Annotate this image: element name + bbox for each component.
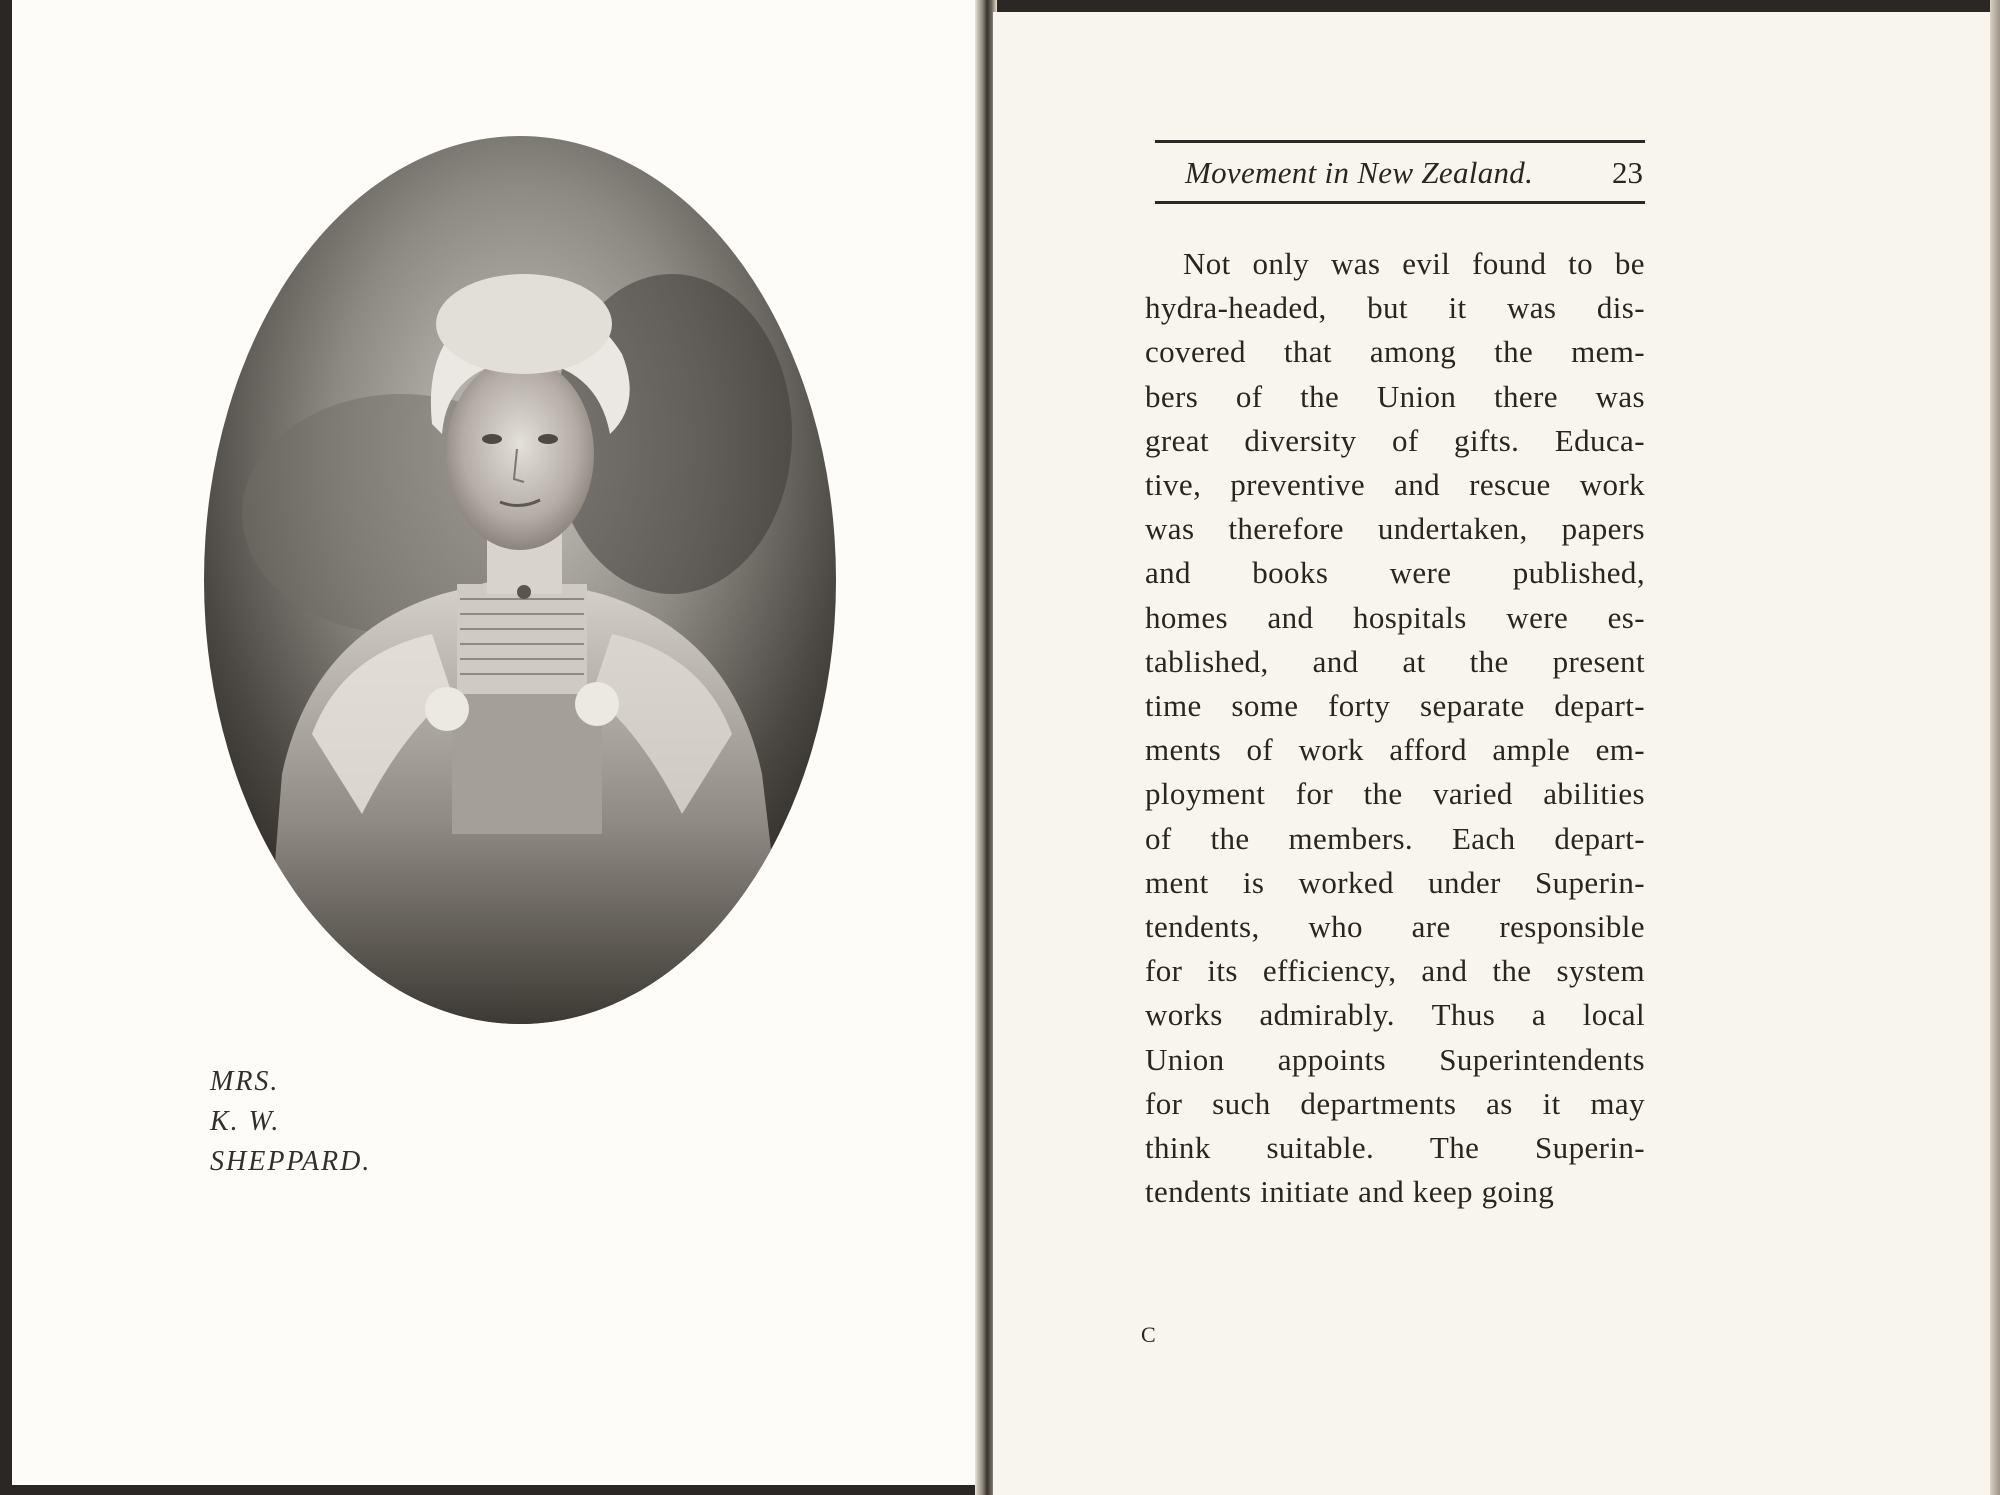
- text-word: were: [1506, 599, 1569, 635]
- text-word: ment: [1145, 864, 1209, 900]
- text-line: [1145, 684, 1645, 728]
- text-word: dis-: [1596, 290, 1645, 326]
- text-line: [1145, 463, 1645, 507]
- right-page: [993, 12, 2000, 1495]
- text-word: going: [1481, 1174, 1555, 1210]
- text-word: books: [1252, 555, 1329, 591]
- text-word: Superin-: [1534, 864, 1645, 900]
- text-word: to: [1568, 246, 1594, 281]
- portrait-photo: [202, 134, 838, 1026]
- text-word: for: [1145, 1085, 1183, 1121]
- text-word: depart-: [1554, 820, 1645, 856]
- text-word: who: [1308, 909, 1363, 945]
- text-word: are: [1411, 909, 1451, 945]
- text-word: works: [1145, 997, 1223, 1033]
- text-word: present: [1552, 643, 1645, 679]
- text-word: Educa-: [1554, 422, 1645, 458]
- text-word: The: [1429, 1130, 1480, 1166]
- text-word: was: [1330, 246, 1381, 281]
- text-line: [1145, 817, 1645, 861]
- text-word: Superin-: [1535, 1130, 1645, 1166]
- text-word: published,: [1512, 555, 1645, 591]
- text-line: [1145, 640, 1645, 684]
- text-word: and: [1312, 643, 1359, 679]
- text-word: may: [1590, 1085, 1645, 1121]
- text-word: it: [1448, 290, 1467, 326]
- text-word: time: [1145, 688, 1202, 724]
- text-line: [1145, 551, 1645, 595]
- text-line: [1145, 728, 1645, 772]
- text-word: the: [1492, 953, 1532, 989]
- text-word: and: [1267, 599, 1314, 635]
- signature-mark: C: [1141, 1322, 1157, 1347]
- text-word: tendents,: [1145, 909, 1260, 945]
- page-edge: [1990, 0, 2000, 1495]
- text-word: was: [1595, 378, 1645, 414]
- text-word: and: [1421, 953, 1468, 989]
- text-line: [1145, 1126, 1645, 1170]
- text-word: there: [1493, 378, 1558, 414]
- text-word: that: [1283, 334, 1332, 370]
- text-word: found: [1472, 246, 1547, 281]
- text-word: efficiency,: [1262, 953, 1397, 989]
- text-line: [1145, 596, 1645, 640]
- text-line: [1145, 242, 1645, 286]
- caption-line-3: SHEPPARD.: [210, 1146, 372, 1177]
- text-word: tendents: [1145, 1174, 1252, 1210]
- text-word: ample: [1492, 732, 1571, 768]
- text-word: therefore: [1228, 511, 1344, 547]
- text-word: rescue: [1469, 467, 1551, 503]
- text-word: was: [1506, 290, 1557, 326]
- text-word: depart-: [1554, 688, 1645, 724]
- text-word: departments: [1300, 1085, 1457, 1121]
- text-word: hydra-headed,: [1145, 290, 1327, 326]
- caption-line-1: MRS.: [210, 1066, 280, 1097]
- text-word: ments: [1145, 732, 1222, 768]
- text-line: [1145, 1082, 1645, 1126]
- text-word: was: [1145, 511, 1195, 547]
- text-line: [1145, 1038, 1645, 1082]
- text-word: great: [1145, 422, 1209, 458]
- text-word: work: [1298, 732, 1364, 768]
- text-word: under: [1428, 864, 1501, 900]
- text-word: tablished,: [1145, 643, 1269, 679]
- text-word: separate: [1419, 688, 1525, 724]
- text-word: covered: [1145, 334, 1246, 370]
- text-word: Not: [1183, 246, 1231, 281]
- running-head: [1155, 140, 1645, 204]
- text-word: but: [1367, 290, 1408, 326]
- text-word: were: [1389, 555, 1452, 591]
- text-word: homes: [1145, 599, 1228, 635]
- text-word: bers: [1145, 378, 1199, 414]
- text-word: the: [1210, 820, 1250, 856]
- text-word: work: [1579, 467, 1645, 503]
- text-word: for: [1145, 953, 1183, 989]
- text-word: of: [1391, 422, 1419, 458]
- text-word: think: [1145, 1130, 1211, 1166]
- text-word: its: [1207, 953, 1238, 989]
- text-line: [1145, 1170, 1645, 1214]
- text-line: [1145, 419, 1645, 463]
- text-word: system: [1556, 953, 1645, 989]
- text-word: local: [1582, 997, 1645, 1033]
- text-word: responsible: [1499, 909, 1645, 945]
- text-word: abilities: [1543, 776, 1645, 812]
- text-line: [1145, 375, 1645, 419]
- text-word: is: [1242, 864, 1265, 900]
- text-word: appoints: [1277, 1041, 1386, 1077]
- text-line: [1145, 905, 1645, 949]
- body-paragraph: [1145, 242, 1645, 1214]
- text-line: [1145, 861, 1645, 905]
- text-word: among: [1369, 334, 1457, 370]
- text-word: some: [1231, 688, 1299, 724]
- text-word: hospitals: [1352, 599, 1467, 635]
- text-word: papers: [1561, 511, 1645, 547]
- text-word: varied: [1432, 776, 1513, 812]
- text-word: Thus: [1431, 997, 1496, 1033]
- text-word: es-: [1607, 599, 1645, 635]
- text-word: gifts.: [1454, 422, 1520, 458]
- text-line: [1145, 507, 1645, 551]
- text-word: Union: [1145, 1041, 1225, 1077]
- text-word: tive,: [1145, 467, 1202, 503]
- text-word: such: [1212, 1085, 1271, 1121]
- text-line: [1145, 286, 1645, 330]
- text-word: suitable.: [1266, 1130, 1375, 1166]
- left-page: [12, 0, 980, 1485]
- text-word: for: [1295, 776, 1334, 812]
- text-word: em-: [1595, 732, 1645, 768]
- text-line: [1145, 330, 1645, 374]
- text-word: afford: [1389, 732, 1467, 768]
- head-rule-bottom: [1155, 201, 1645, 204]
- text-word: the: [1494, 334, 1534, 370]
- text-word: forty: [1328, 688, 1391, 724]
- text-word: the: [1469, 643, 1509, 679]
- text-word: preventive: [1230, 467, 1366, 503]
- text-word: at: [1402, 643, 1426, 679]
- text-word: the: [1363, 776, 1403, 812]
- text-word: initiate: [1260, 1174, 1350, 1210]
- text-line: [1145, 772, 1645, 816]
- text-word: Each: [1451, 820, 1516, 856]
- text-word: Union: [1376, 378, 1457, 414]
- text-word: the: [1300, 378, 1340, 414]
- text-word: of: [1235, 378, 1263, 414]
- text-word: of: [1145, 820, 1172, 856]
- text-word: and: [1394, 467, 1441, 503]
- text-word: members.: [1288, 820, 1414, 856]
- text-word: it: [1542, 1085, 1561, 1121]
- text-word: worked: [1298, 864, 1394, 900]
- text-word: Superintendents: [1439, 1041, 1645, 1077]
- text-word: of: [1246, 732, 1274, 768]
- text-word: keep: [1412, 1174, 1473, 1210]
- text-word: mem-: [1571, 334, 1645, 370]
- text-word: a: [1531, 997, 1547, 1033]
- text-word: be: [1614, 246, 1645, 281]
- text-line: [1145, 993, 1645, 1037]
- text-word: and: [1145, 555, 1191, 591]
- text-word: evil: [1402, 246, 1451, 281]
- text-word: undertaken,: [1377, 511, 1528, 547]
- text-word: diversity: [1244, 422, 1357, 458]
- text-line: [1145, 949, 1645, 993]
- portrait-caption: [210, 1062, 371, 1182]
- text-word: admirably.: [1259, 997, 1395, 1033]
- text-word: and: [1358, 1174, 1405, 1210]
- caption-line-2: K. W.: [210, 1106, 281, 1137]
- running-head-title: Movement in New Zealand.: [1185, 155, 1534, 190]
- text-word: as: [1486, 1085, 1513, 1121]
- page-number: 23: [1612, 155, 1643, 190]
- text-word: only: [1252, 246, 1310, 281]
- text-word: ployment: [1145, 776, 1266, 812]
